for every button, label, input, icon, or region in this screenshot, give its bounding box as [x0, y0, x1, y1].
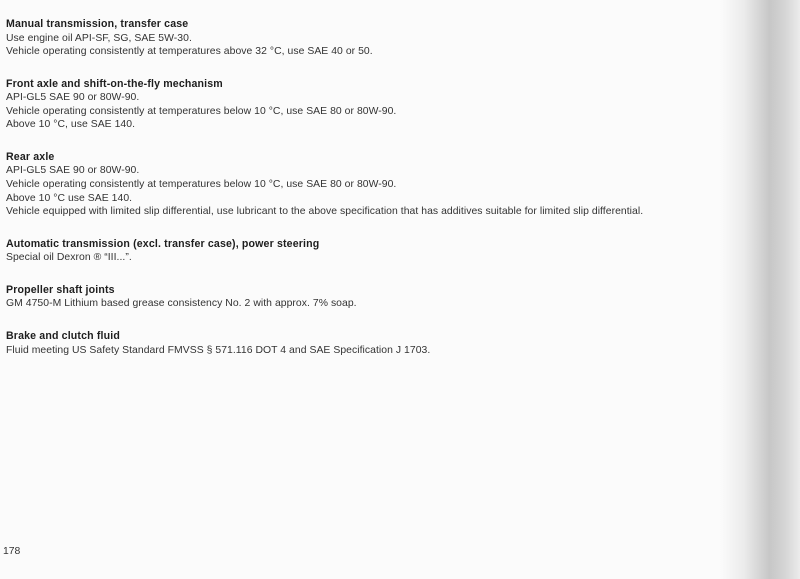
section-heading: Manual transmission, transfer case: [6, 18, 189, 30]
section-line: GM 4750-M Lithium based grease consistency No. 2 with approx. 7% soap.: [6, 298, 357, 310]
section-heading: Front axle and shift-on-the-fly mechanism: [6, 77, 223, 90]
section-heading: Propeller shaft joints: [6, 283, 115, 296]
section-heading: Rear axle: [6, 150, 55, 163]
section-line: Above 10 °C use SAE 140.: [6, 192, 133, 204]
section-manual-transmission: [6, 18, 726, 59]
section-rear-axle: [6, 151, 726, 219]
section-automatic-transmission: [6, 238, 726, 265]
section-line: API-GL5 SAE 90 or 80W-90.: [6, 92, 140, 104]
section-heading: Automatic transmission (excl. transfer case), power steering: [6, 237, 320, 250]
section-line: Vehicle operating consistently at temperatures above 32 °C, use SAE 40 or 50.: [6, 46, 373, 58]
page-number: 178: [3, 546, 21, 557]
section-line: Fluid meeting US Safety Standard FMVSS § 571.116 DOT 4 and SAE Specification J 1703.: [6, 344, 431, 356]
section-line: Vehicle operating consistently at temperatures below 10 °C, use SAE 80 or 80W-90.: [6, 179, 397, 191]
section-brake-clutch-fluid: [6, 330, 726, 357]
section-line: API-GL5 SAE 90 or 80W-90.: [6, 165, 140, 177]
page-gutter-shadow: [720, 0, 800, 579]
section-line: Above 10 °C, use SAE 140.: [6, 119, 136, 131]
section-propeller-shaft: [6, 284, 726, 311]
section-line: Vehicle operating consistently at temperatures below 10 °C, use SAE 80 or 80W-90.: [6, 105, 397, 117]
page-content: [6, 18, 726, 376]
section-heading: Brake and clutch fluid: [6, 330, 120, 343]
section-line: Special oil Dexron ® “III...”.: [6, 252, 132, 264]
section-front-axle: [6, 78, 726, 132]
section-line: Use engine oil API-SF, SG, SAE 5W-30.: [6, 32, 192, 44]
section-line: Vehicle equipped with limited slip differential, use lubricant to the above specification that has additives suitable for limited slip differential.: [6, 206, 644, 218]
